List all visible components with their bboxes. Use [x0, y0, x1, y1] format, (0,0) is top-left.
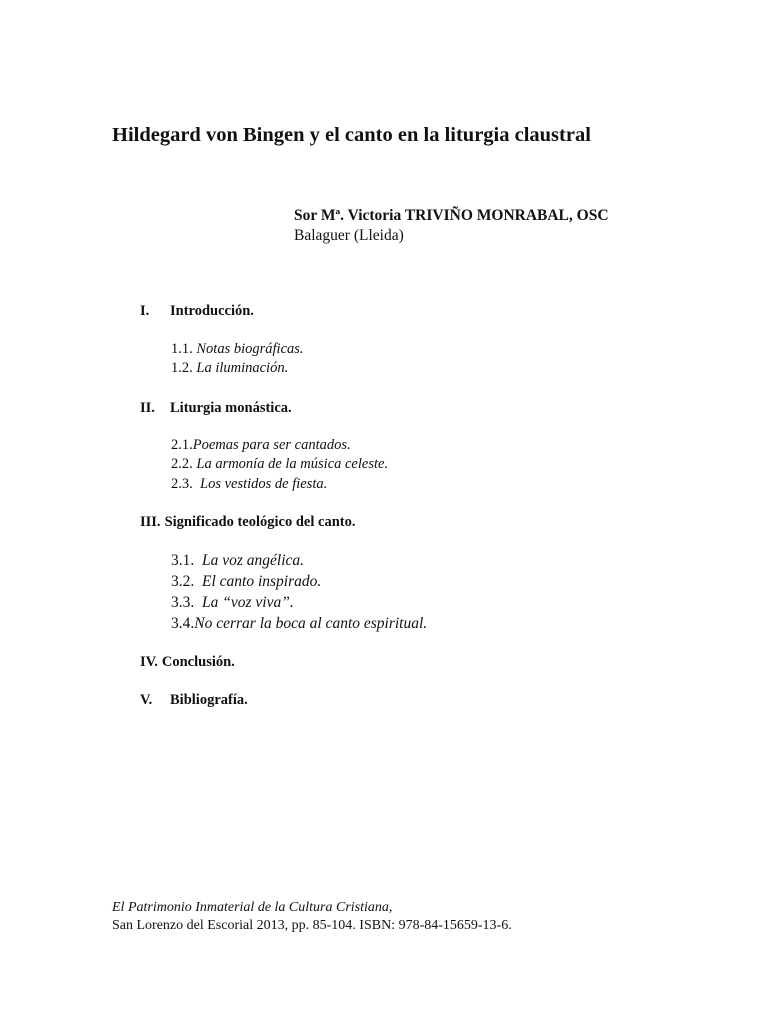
- toc-section-1: [140, 303, 254, 320]
- toc-subsection-text: La voz angélica.: [202, 552, 305, 569]
- toc-subsection-text: La armonía de la música celeste.: [196, 456, 389, 472]
- toc-subsection-text: Notas biográficas.: [196, 341, 304, 357]
- publication-footer: [112, 899, 512, 935]
- toc-subsection-number: 2.2.: [171, 456, 193, 472]
- document-title: Hildegard von Bingen y el canto en la liturgia claustral: [112, 124, 591, 146]
- toc-section-label: Bibliografía.: [170, 692, 248, 708]
- toc-subsection-number: 2.1.: [171, 437, 193, 453]
- toc-subsection-number: 1.2.: [171, 360, 193, 376]
- toc-subsection-number: 3.2.: [171, 573, 195, 590]
- toc-section-3: [140, 514, 355, 531]
- toc-section-4: [140, 654, 235, 671]
- toc-section-2: [140, 400, 292, 417]
- toc-subsection-3-3: [171, 594, 294, 612]
- author-location: Balaguer (Lleida): [294, 227, 404, 244]
- toc-subsection-number: 3.4.: [171, 615, 195, 632]
- toc-section-label: Conclusión.: [161, 654, 235, 670]
- toc-subsection-3-1: [171, 552, 304, 570]
- toc-section-number: II.: [140, 400, 155, 416]
- toc-section-number: I.: [140, 303, 150, 319]
- toc-subsection-text: La “voz viva”.: [202, 594, 294, 611]
- toc-subsection-1-1: [171, 341, 304, 358]
- publication-title: El Patrimonio Inmaterial de la Cultura Cristiana,: [112, 900, 393, 915]
- toc-subsection-2-3: [171, 476, 327, 493]
- toc-subsection-2-2: [171, 456, 388, 473]
- toc-section-number: III.: [140, 514, 161, 530]
- author-name: Sor Mª. Victoria TRIVIÑO MONRABAL, OSC: [294, 207, 609, 224]
- publication-citation: San Lorenzo del Escorial 2013, pp. 85-104. ISBN: 978-84-15659-13-6.: [112, 918, 512, 933]
- toc-subsection-text: El canto inspirado.: [202, 573, 322, 590]
- toc-section-label: Liturgia monástica.: [170, 400, 292, 416]
- toc-subsection-number: 2.3.: [171, 476, 193, 492]
- toc-subsection-3-4: [171, 615, 427, 633]
- toc-subsection-text: No cerrar la boca al canto espiritual.: [194, 615, 428, 632]
- toc-subsection-1-2: [171, 360, 288, 377]
- toc-section-number: V.: [140, 692, 153, 708]
- toc-subsection-number: 3.3.: [171, 594, 195, 611]
- toc-subsection-text: La iluminación.: [196, 360, 289, 376]
- toc-subsection-number: 3.1.: [171, 552, 195, 569]
- toc-subsection-text: Los vestidos de fiesta.: [200, 476, 328, 492]
- toc-subsection-3-2: [171, 573, 321, 591]
- toc-subsection-2-1: [171, 437, 351, 454]
- toc-subsection-number: 1.1.: [171, 341, 193, 357]
- toc-section-label: Introducción.: [170, 303, 254, 319]
- toc-section-label: Significado teológico del canto.: [164, 514, 356, 530]
- toc-section-number: IV.: [140, 654, 158, 670]
- toc-subsection-text: Poemas para ser cantados.: [192, 437, 351, 453]
- toc-section-5: [140, 692, 248, 709]
